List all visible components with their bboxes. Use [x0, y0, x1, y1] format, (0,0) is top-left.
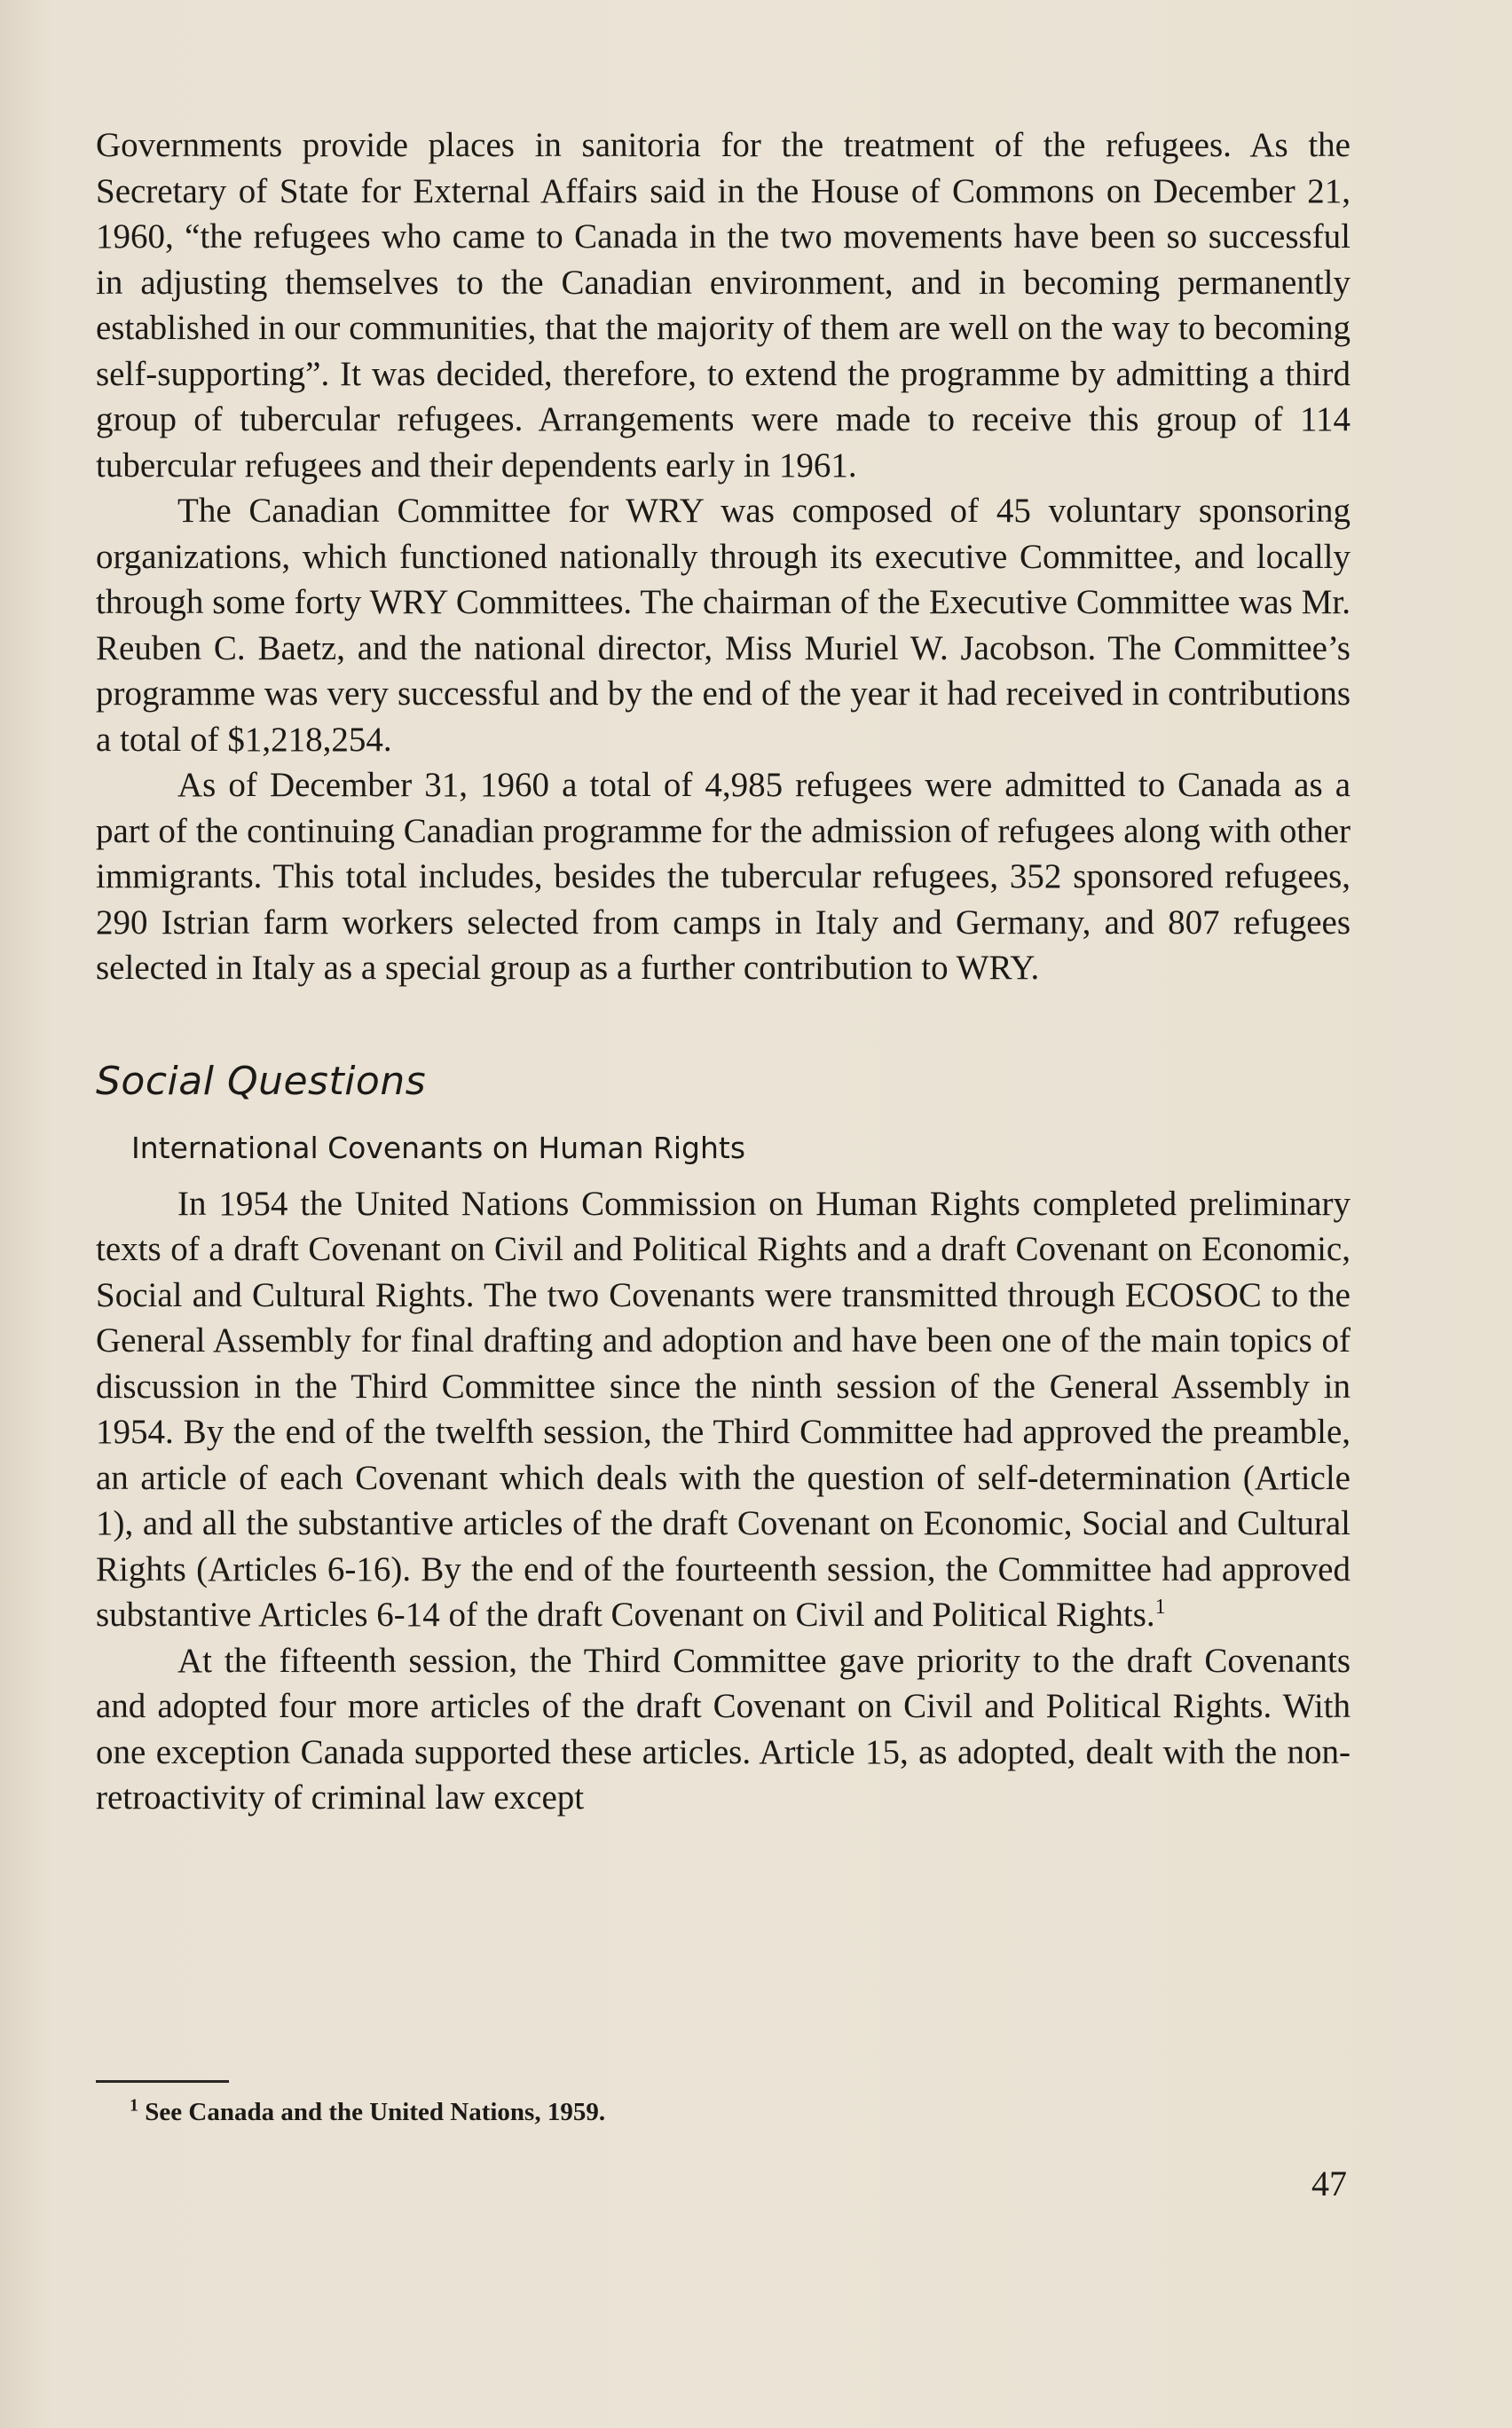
paragraph-fifteenth-session: At the fifteenth session, the Third Committee gave priority to the draft Covenants and adopted four more articles of the draft Covenant on Civil and Political Rights. With one exception Canada supported these articles. Article 15, as adopted, dealt with the non-retroactivity of criminal law except	[96, 1641, 1351, 1817]
page-number: 47	[1311, 2164, 1347, 2203]
footnote-divider	[96, 2080, 229, 2083]
footnote-reference: 1	[1154, 1596, 1166, 1619]
footnote-text: See Canada and the United Nations, 1959.	[145, 2098, 606, 2126]
paragraph-covenants-history	[96, 1181, 1351, 1638]
paragraph-covenants-history-text: In 1954 the United Nations Commission on Human Rights completed preliminary texts of a draft Covenant on Civil and Political Rights and a draft Covenant on Economic, Social and Cultural Rights. The two Covenants were transmitted through ECOSOC to the General Assembly for final drafting and adoption and have been one of the main topics of discussion in the Third Committee since the ninth session of the General Assembly in 1954. By the end of the twelfth session, the Third Committee had approved the preamble, an article of each Covenant which deals with the question of self-determination (Article 1), and all the substantive articles of the draft Covenant on Economic, Social and Cultural Rights (Articles 6-16). By the end of the fourteenth session, the Committee had approved substantive Articles 6-14 of the draft Covenant on Civil and Political Rights.	[96, 1184, 1351, 1634]
paragraph-refugees-admitted: As of December 31, 1960 a total of 4,985 refugees were admitted to Canada as a part of the continuing Canadian programme for the admission of refugees along with other immigrants. This total includes, besides the tubercular refugees, 352 sponsored refugees, 290 Istrian farm workers selected from camps in Italy and Germany, and 807 refugees selected in Italy as a special group as a further contribution to WRY.	[96, 766, 1351, 987]
footnote	[130, 2094, 605, 2130]
section-heading: Social Questions	[96, 1058, 427, 1104]
footnote-marker: 1	[130, 2095, 138, 2116]
paragraph-canadian-committee: The Canadian Committee for WRY was composed of 45 voluntary sponsoring organizations, which functioned nationally through its executive Committee, and locally through some forty WRY Committees. The chairman of the Executive Committee was Mr. Reuben C. Baetz, and the national director, Miss Muriel W. Jacobson. The Committee’s programme was very successful and by the end of the year it had received in contributions a total of $1,218,254.	[96, 492, 1351, 759]
body-text	[96, 122, 1351, 1821]
paragraph-refugees-sanitoria: Governments provide places in sanitoria for the treatment of the refugees. As the Secretary of State for External Affairs said in the House of Commons on December 21, 1960, “the refugees who came to Canada in the two movements have been so successful in adjusting themselves to the Canadian environment, and in becoming permanently established in our communities, that the majority of them are well on the way to becoming self-supporting”. It was decided, therefore, to extend the programme by admitting a third group of tubercular refugees. Arrangements were made to receive this group of 114 tubercular refugees and their dependents early in 1961.	[96, 126, 1351, 485]
sub-heading: International Covenants on Human Rights	[131, 1130, 746, 1165]
